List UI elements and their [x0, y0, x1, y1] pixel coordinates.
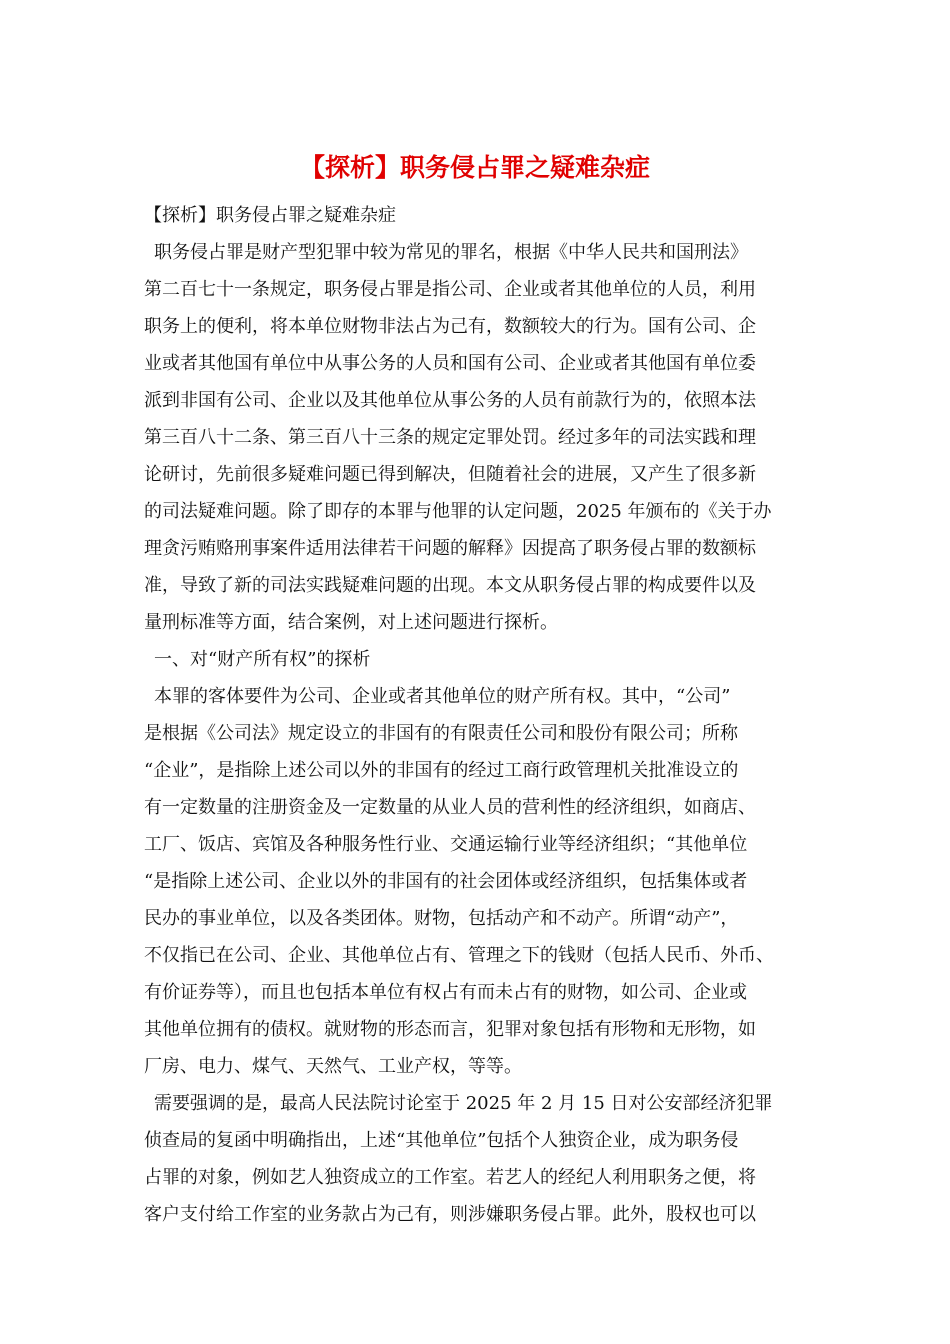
- text-line: 量刑标准等方面，结合案例，对上述问题进行探析。: [144, 612, 558, 633]
- text-line: 论研讨，先前很多疑难问题已得到解决，但随着社会的进展，又产生了很多新: [144, 464, 756, 485]
- text-line: 业或者其他国有单位中从事公务的人员和国有公司、企业或者其他国有单位委: [144, 353, 756, 374]
- text-line: 有价证券等），而且也包括本单位有权占有而未占有的财物，如公司、企业或: [144, 982, 747, 1003]
- text-line: 职务侵占罪是财产型犯罪中较为常见的罪名，根据《中华人民共和国刑法》: [154, 242, 748, 263]
- text-line: 是根据《公司法》规定设立的非国有的有限责任公司和股份有限公司；所称: [144, 723, 738, 744]
- text-line: “企业”，是指除上述公司以外的非国有的经过工商行政管理机关批准设立的: [144, 760, 739, 781]
- text-line: 派到非国有公司、企业以及其他单位从事公务的人员有前款行为的，依照本法: [144, 390, 756, 411]
- text-line: 侦查局的复函中明确指出，上述“其他单位”包括个人独资企业，成为职务侵: [144, 1130, 739, 1151]
- text-line: 准，导致了新的司法实践疑难问题的出现。本文从职务侵占罪的构成要件以及: [144, 575, 756, 596]
- text-line: 【探析】职务侵占罪之疑难杂症: [144, 205, 396, 226]
- text-line: 的司法疑难问题。除了即存的本罪与他罪的认定问题，2025 年颁布的《关于办: [144, 501, 772, 522]
- text-line: 本罪的客体要件为公司、企业或者其他单位的财产所有权。其中，“公司”: [154, 686, 731, 707]
- text-line: 客户支付给工作室的业务款占为己有，则涉嫌职务侵占罪。此外，股权也可以: [144, 1204, 756, 1225]
- text-line: 需要强调的是，最高人民法院讨论室于 2025 年 2 月 15 日对公安部经济犯罪: [154, 1093, 773, 1114]
- text-line: 有一定数量的注册资金及一定数量的从业人员的营利性的经济组织，如商店、: [144, 797, 756, 818]
- text-line: 其他单位拥有的债权。就财物的形态而言，犯罪对象包括有形物和无形物，如: [144, 1019, 756, 1040]
- text-line: 占罪的对象，例如艺人独资成立的工作室。若艺人的经纪人利用职务之便，将: [144, 1167, 756, 1188]
- text-line: 不仅指已在公司、企业、其他单位占有、管理之下的钱财（包括人民币、外币、: [144, 945, 774, 966]
- text-line: 第二百七十一条规定，职务侵占罪是指公司、企业或者其他单位的人员，利用: [144, 279, 756, 300]
- text-line: 一、对“财产所有权”的探析: [154, 649, 371, 670]
- document-body: [144, 197, 809, 1233]
- text-line: 民办的事业单位，以及各类团体。财物，包括动产和不动产。所谓“动产”，: [144, 908, 739, 929]
- text-line: 第三百八十二条、第三百八十三条的规定定罪处罚。经过多年的司法实践和理: [144, 427, 756, 448]
- text-line: 工厂、饭店、宾馆及各种服务性行业、交通运输行业等经济组织；“其他单位: [144, 834, 748, 855]
- text-line: “是指除上述公司、企业以外的非国有的社会团体或经济组织，包括集体或者: [144, 871, 748, 892]
- document-title: 【探析】职务侵占罪之疑难杂症: [299, 153, 650, 182]
- text-line: 职务上的便利，将本单位财物非法占为己有，数额较大的行为。国有公司、企: [144, 316, 756, 337]
- text-line: 理贪污贿赂刑事案件适用法律若干问题的解释》因提高了职务侵占罪的数额标: [144, 538, 756, 559]
- text-line: 厂房、电力、煤气、天然气、工业产权，等等。: [144, 1056, 522, 1077]
